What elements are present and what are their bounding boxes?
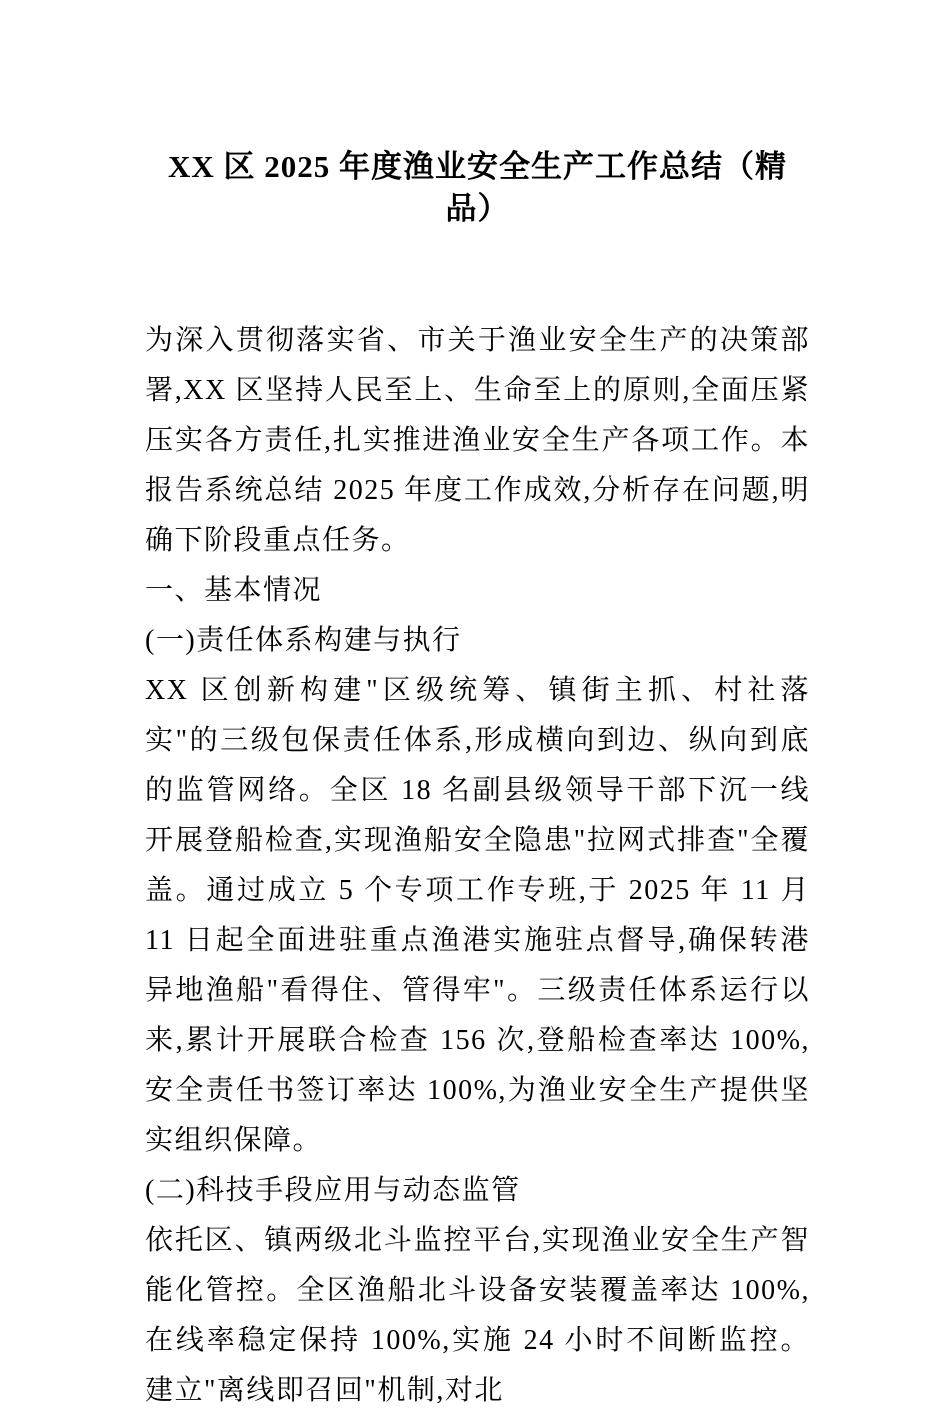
subsection-heading-responsibility-system: (一)责任体系构建与执行 bbox=[145, 625, 462, 656]
paragraph-technology-monitoring: 依托区、镇两级北斗监控平台,实现渔业安全生产智能化管控。全区渔船北斗设备安装覆盖率达 100%,在线率稳定保持 100%,实施 24 小时不间断监控。建立"离线即召回"机制,对北 bbox=[145, 1225, 810, 1406]
paragraph-responsibility-system: XX 区创新构建"区级统筹、镇街主抓、村社落实"的三级包保责任体系,形成横向到边、纵向到底的监管网络。全区 18 名副县级领导干部下沉一线开展登船检查,实现渔船安全隐患"拉网式排查"全覆盖。通过成立 5 个专项工作专班,于 2025 年 11 月 11 日起全面进驻重点渔港实施驻点督导,确保转港异地渔船"看得住、管得牢"。三级责任体系运行以来,累计开展联合检查 156 次,登船检查率达 100%,安全责任书签订率达 100%,为渔业安全生产提供坚实组织保障。 bbox=[145, 675, 810, 1156]
document-title: XX 区 2025 年度渔业安全生产工作总结（精品） bbox=[167, 149, 788, 226]
subsection-heading-technology-monitoring: (二)科技手段应用与动态监管 bbox=[145, 1175, 521, 1206]
intro-paragraph: 为深入贯彻落实省、市关于渔业安全生产的决策部署,XX 区坚持人民至上、生命至上的原则,全面压紧压实各方责任,扎实推进渔业安全生产各项工作。本报告系统总结 2025 年度工作成效,分析存在问题,明确下阶段重点任务。 bbox=[145, 325, 810, 556]
section-heading-basic-situation: 一、基本情况 bbox=[145, 575, 323, 606]
